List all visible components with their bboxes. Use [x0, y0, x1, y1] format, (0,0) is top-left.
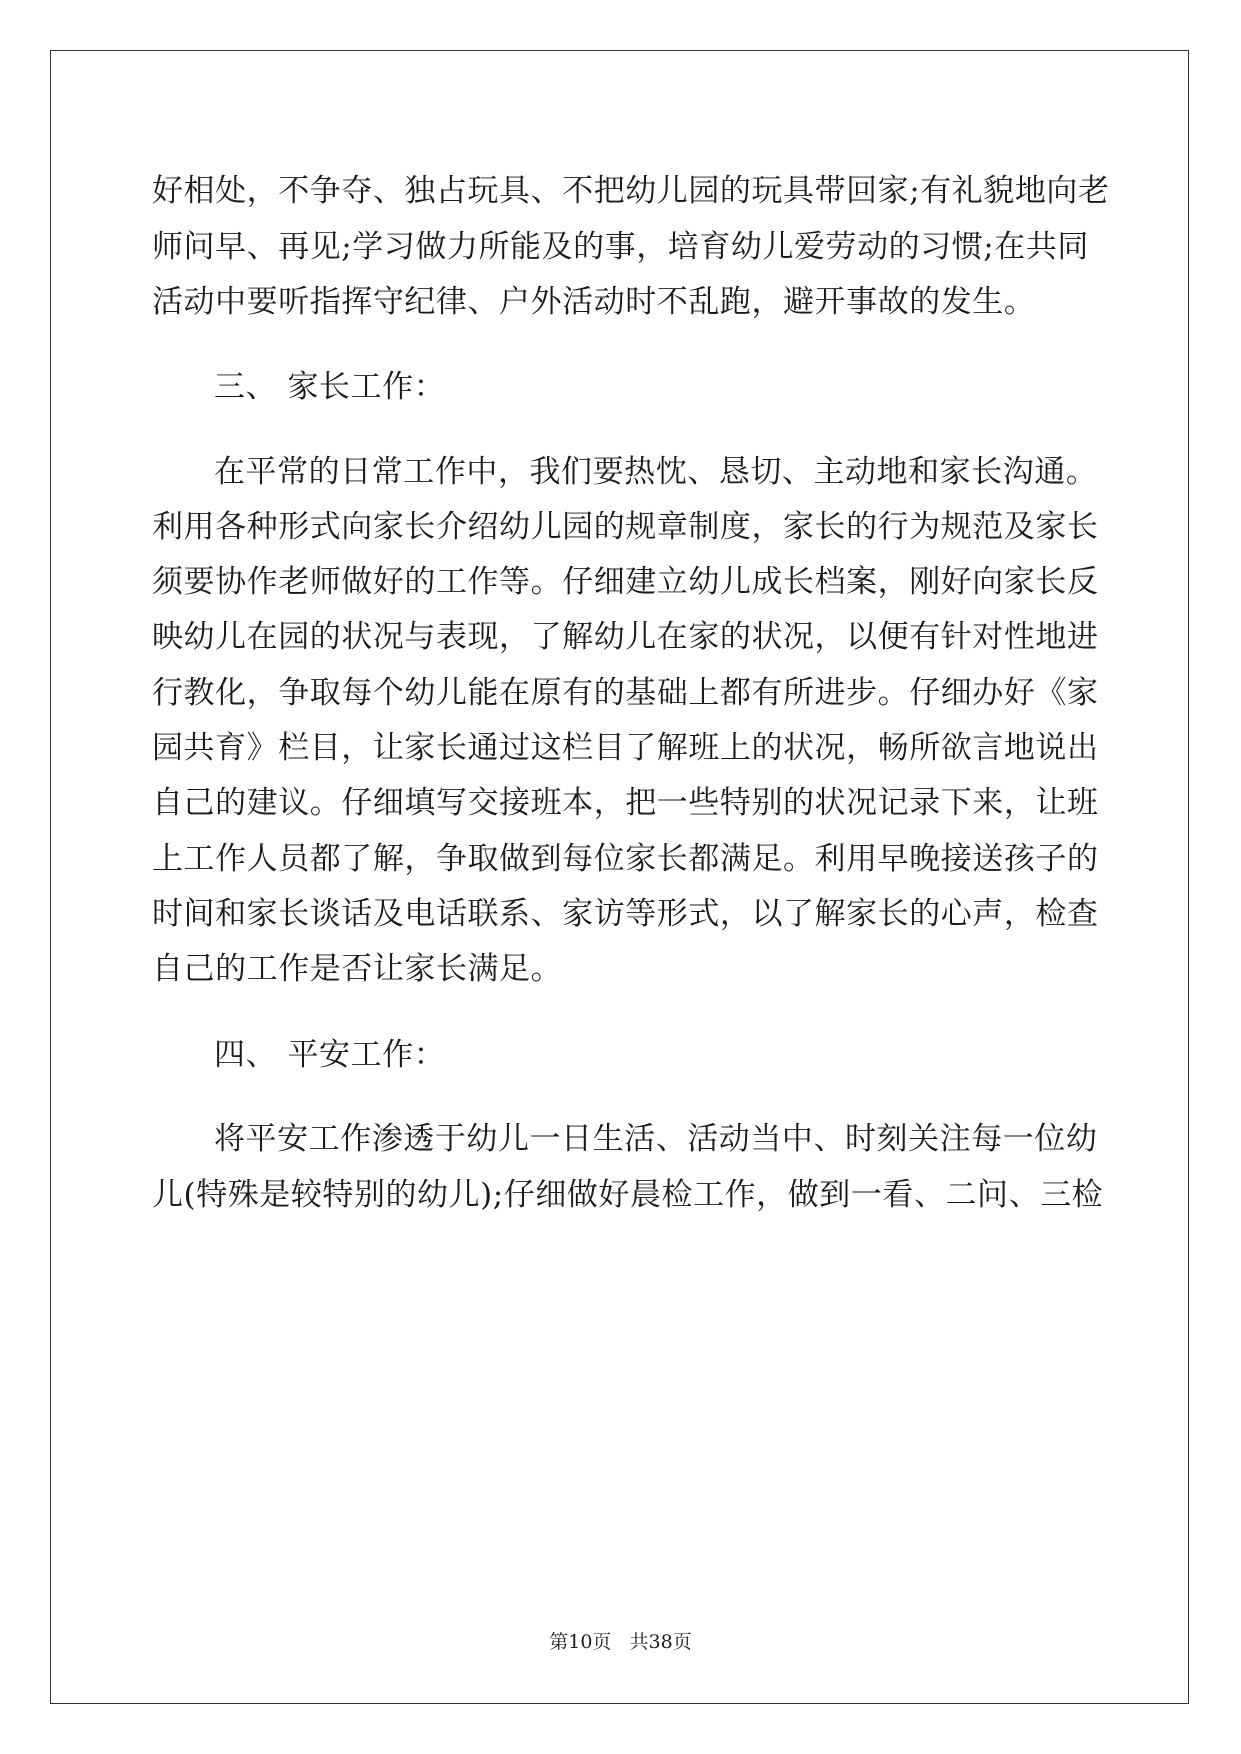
body-text-line: 活动中要听指挥守纪律、户外活动时不乱跑，避开事故的发生。: [152, 284, 1036, 320]
body-text-line: 将平安工作渗透于幼儿一日生活、活动当中、时刻关注每一位幼: [214, 1121, 1098, 1157]
body-text-line: 时间和家长谈话及电话联系、家访等形式，以了解家长的心声，检查: [152, 896, 1099, 932]
body-text-line: 映幼儿在园的状况与表现，了解幼儿在家的状况，以便有针对性地进: [152, 619, 1099, 655]
page-footer: [0, 1630, 1241, 1654]
body-text-line: 自己的工作是否让家长满足。: [152, 951, 563, 987]
body-text-line: 儿(特殊是较特别的幼儿);仔细做好晨检工作，做到一看、二问、三检: [152, 1177, 1104, 1213]
body-text-line: 园共育》栏目，让家长通过这栏目了解班上的状况，畅所欲言地说出: [152, 730, 1099, 766]
body-text-line: 上工作人员都了解，争取做到每位家长都满足。利用早晚接送孩子的: [152, 841, 1099, 877]
body-text-line: 好相处，不争夺、独占玩具、不把幼儿园的玩具带回家;有礼貌地向老: [152, 173, 1110, 209]
body-text-line: 师问早、再见;学习做力所能及的事，培育幼儿爱劳动的习惯;在共同: [152, 229, 1089, 265]
body-text-line: 利用各种形式向家长介绍幼儿园的规章制度，家长的行为规范及家长: [152, 509, 1099, 545]
body-text-line: 自己的建议。仔细填写交接班本，把一些特别的状况记录下来，让班: [152, 785, 1099, 821]
page-number-label: 第10页 共38页: [549, 1631, 692, 1653]
body-text-line: 须要协作老师做好的工作等。仔细建立幼儿成长档案，刚好向家长反: [152, 564, 1099, 600]
body-text-line: 行教化，争取每个幼儿能在原有的基础上都有所进步。仔细办好《家: [152, 675, 1099, 711]
body-text-line: 在平常的日常工作中，我们要热忱、恳切、主动地和家长沟通。: [214, 454, 1098, 490]
section-heading-4: 四、 平安工作：: [214, 1037, 446, 1073]
section-heading-3: 三、 家长工作：: [214, 369, 446, 405]
